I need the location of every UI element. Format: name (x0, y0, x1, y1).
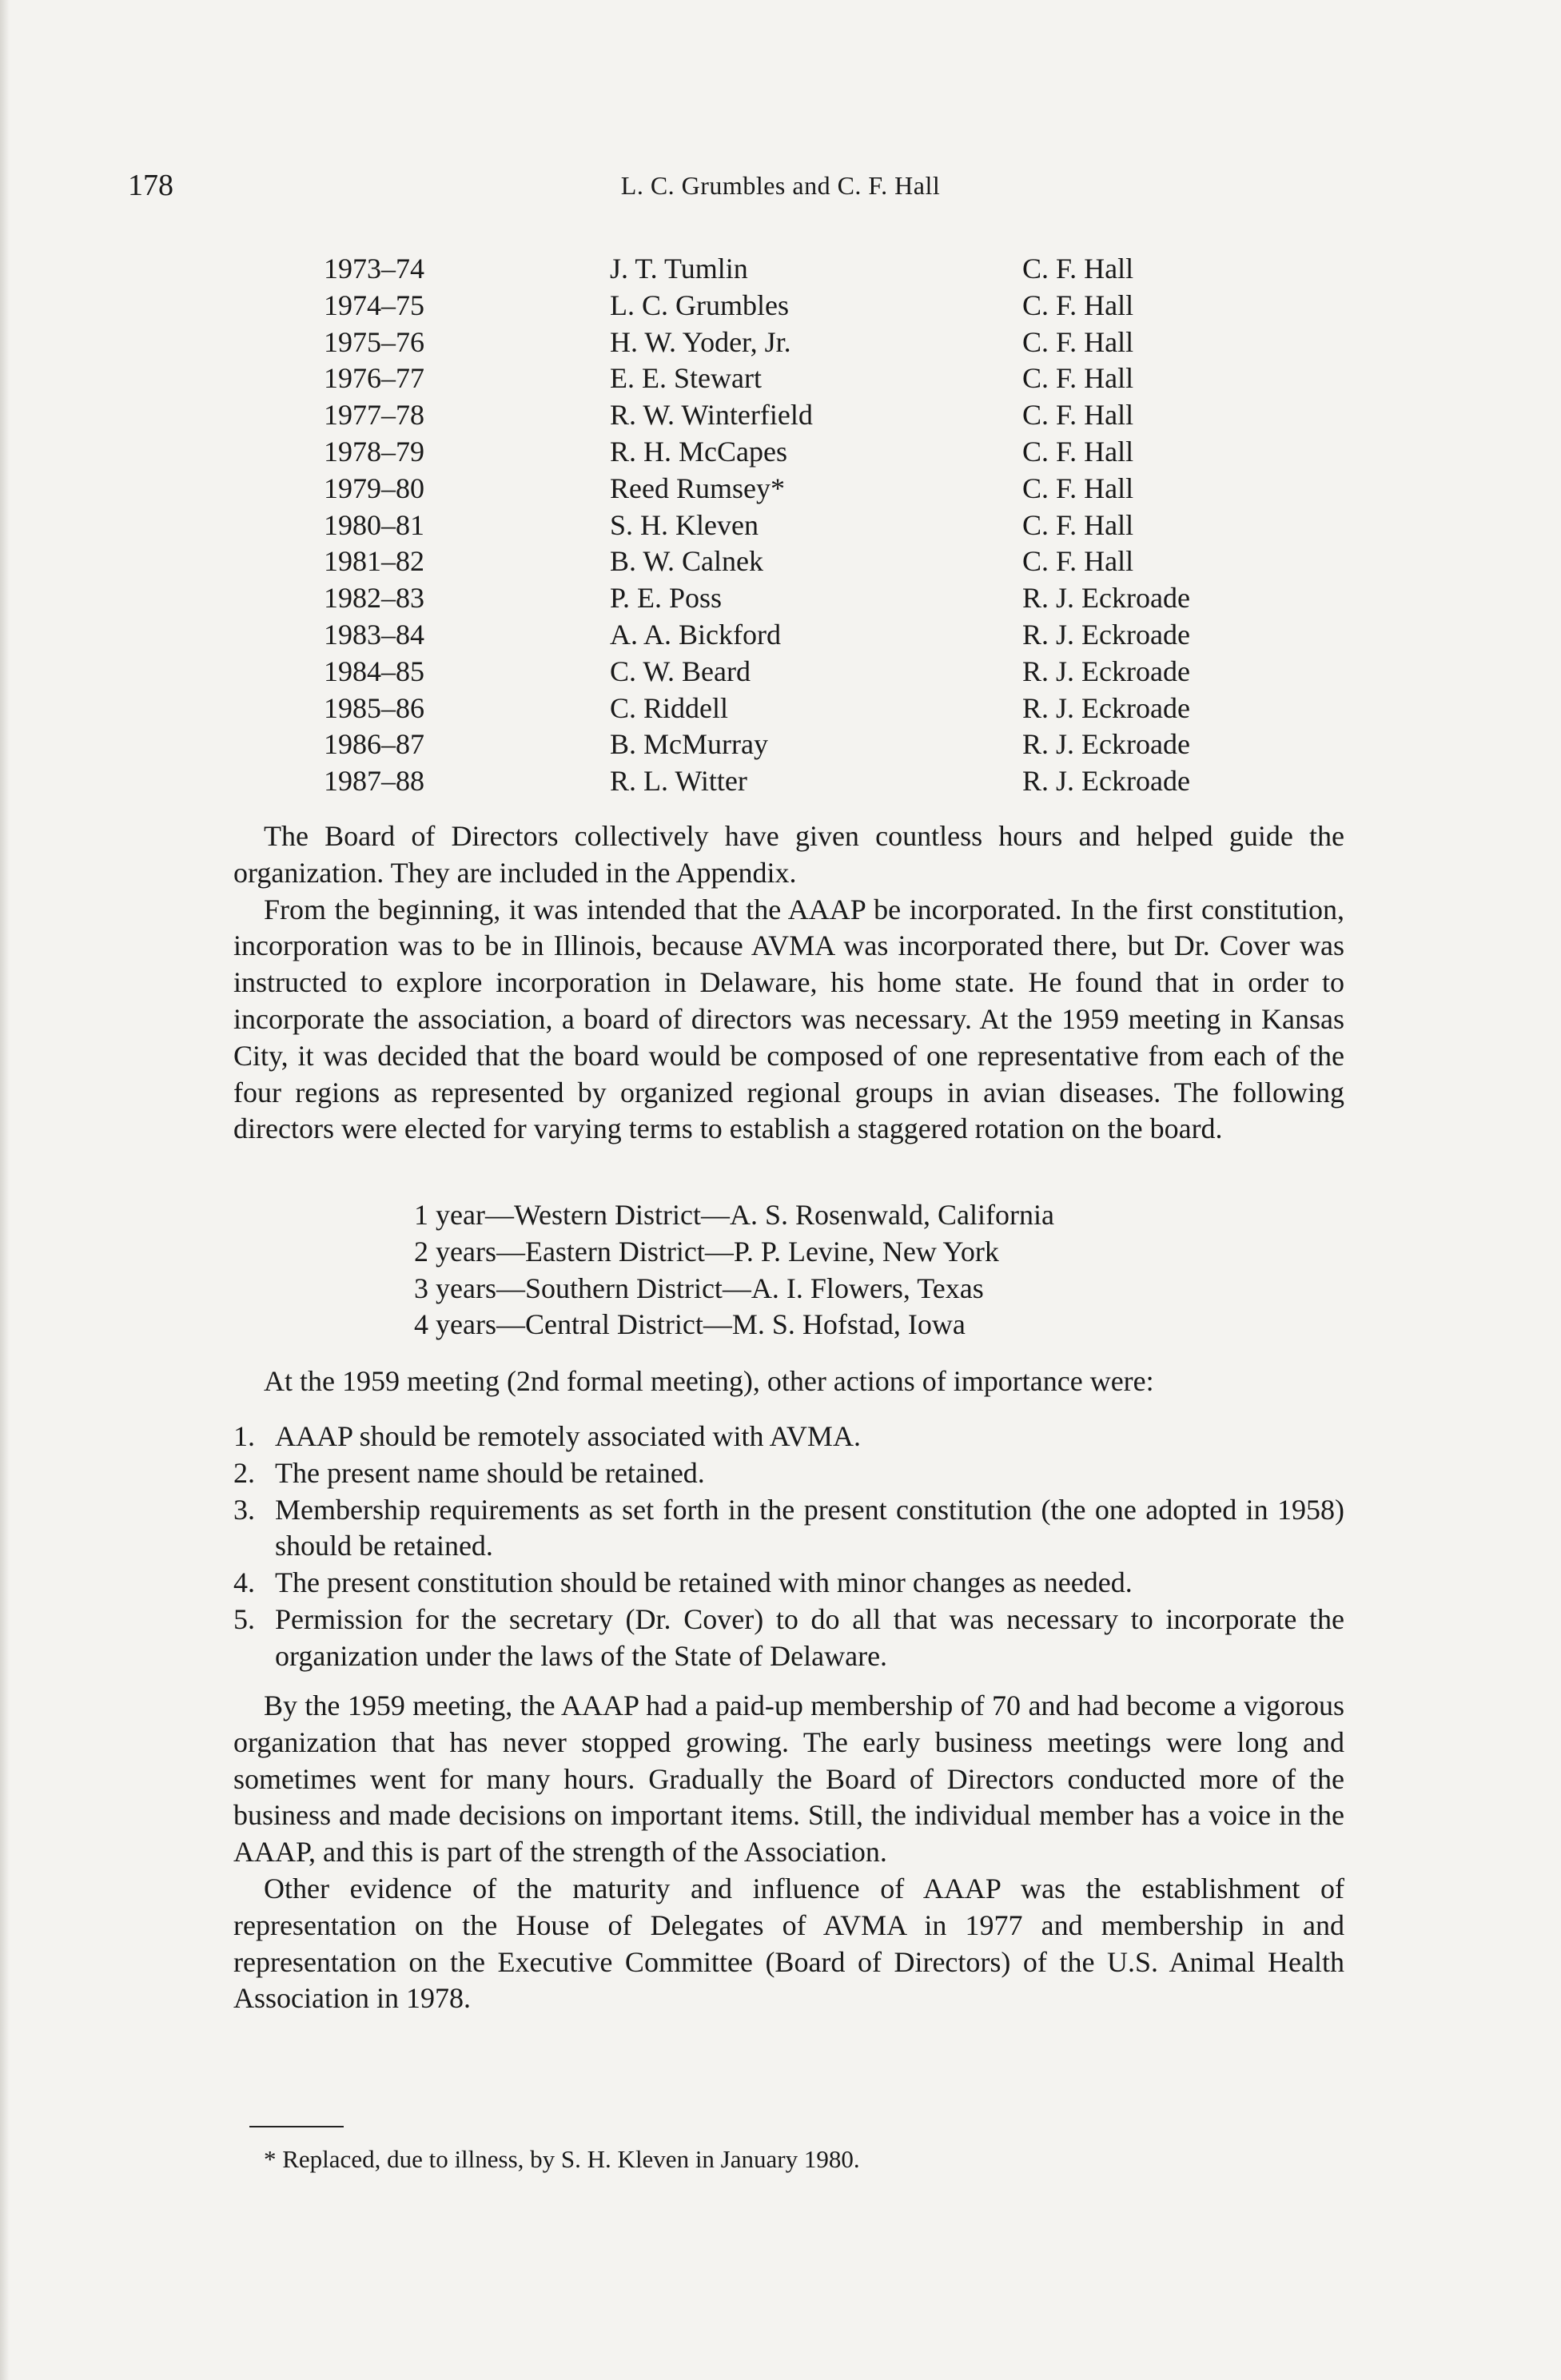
officer-secretary: C. F. Hall (1022, 545, 1134, 578)
officer-secretary: R. J. Eckroade (1022, 618, 1190, 651)
officer-secretary: R. J. Eckroade (1022, 655, 1190, 687)
officer-president: J. T. Tumlin (610, 253, 748, 285)
officer-row (324, 726, 1283, 763)
officer-year: 1977–78 (324, 399, 424, 432)
officer-row (324, 397, 1283, 434)
officer-president: B. McMurray (610, 728, 768, 761)
officer-secretary: R. J. Eckroade (1022, 691, 1190, 724)
director-term: 1 year—Western District—A. S. Rosenwald, California (414, 1199, 1054, 1231)
officer-row (324, 324, 1283, 361)
officer-year: 1981–82 (324, 545, 424, 578)
officer-row (324, 251, 1283, 288)
officer-president: C. Riddell (610, 691, 729, 724)
list-item-text: AAAP should be remotely associated with AVMA. (275, 1420, 861, 1452)
body-paragraph: By the 1959 meeting, the AAAP had a paid-up membership of 70 and had become a vigorous organization that has never stopped growing. The early business meetings were long and sometimes went for many hours. Gradually the Board of Directors conducted more of the business and made decisions on important items. Still, the individual member has a voice in the AAAP, and this is part of the strength of the Association. (233, 1689, 1344, 1869)
list-item (233, 1455, 1344, 1492)
director-term: 4 years—Central District—M. S. Hofstad, Iowa (414, 1308, 966, 1341)
list-item (233, 1565, 1344, 1602)
list-item (233, 1492, 1344, 1566)
officer-row (324, 507, 1283, 544)
officer-secretary: R. J. Eckroade (1022, 728, 1190, 761)
officer-president: R. H. McCapes (610, 435, 787, 468)
list-item-number: 4. (233, 1566, 255, 1599)
officer-secretary: C. F. Hall (1022, 435, 1134, 468)
officer-secretary: R. J. Eckroade (1022, 582, 1190, 615)
officer-year: 1975–76 (324, 325, 424, 358)
page-header (128, 168, 1433, 208)
page-edge-shadow (0, 0, 10, 2380)
officer-row (324, 617, 1283, 654)
body-paragraph: From the beginning, it was intended that the AAAP be incorporated. In the first constitution, incorporation was to be in Illinois, because AVMA was incorporated there, but Dr. Cover was instructed to explore incorporation in Delaware, his home state. He found that in order to incorporate the association, a board of directors was necessary. At the 1959 meeting in Kansas City, it was decided that the board would be composed of one representative from each of the four regions as represented by organized regional groups in avian diseases. The following directors were elected for varying terms to establish a staggered rotation on the board. (233, 893, 1344, 1145)
body-paragraph: The Board of Directors collectively have given countless hours and helped guide the organization. They are included in the Appendix. (233, 820, 1344, 889)
running-head: L. C. Grumbles and C. F. Hall (620, 171, 941, 200)
officer-row (324, 471, 1283, 507)
body-section-board (233, 818, 1344, 1148)
list-item-number: 3. (233, 1493, 255, 1526)
officer-row (324, 543, 1283, 580)
list-item-text: The present constitution should be retained with minor changes as needed. (275, 1566, 1133, 1599)
officer-year: 1973–74 (324, 253, 424, 285)
list-item-text: Membership requirements as set forth in the present constitution (the one adopted in 1958) should be retained. (275, 1493, 1344, 1562)
officer-president: C. W. Beard (610, 655, 751, 687)
officer-president: E. E. Stewart (610, 362, 762, 395)
director-term: 3 years—Southern District—A. I. Flowers, Texas (414, 1272, 984, 1304)
director-term: 2 years—Eastern District—P. P. Levine, New York (414, 1235, 999, 1268)
officer-president: P. E. Poss (610, 582, 723, 615)
officer-president: H. W. Yoder, Jr. (610, 325, 791, 358)
list-item-number: 5. (233, 1602, 255, 1635)
officer-year: 1986–87 (324, 728, 424, 761)
officer-year: 1982–83 (324, 582, 424, 615)
footnote: * Replaced, due to illness, by S. H. Kleven in January 1980. (264, 2145, 860, 2173)
body-paragraph: Other evidence of the maturity and influence of AAAP was the establishment of representation on the House of Delegates of AVMA in 1977 and membership in and representation on the Executive Committee (Board of Directors) of the U.S. Animal Health Association in 1978. (233, 1872, 1344, 2015)
officer-secretary: C. F. Hall (1022, 399, 1134, 432)
officer-president: R. W. Winterfield (610, 399, 813, 432)
officer-president: Reed Rumsey* (610, 472, 785, 504)
officer-president: S. H. Kleven (610, 508, 759, 541)
officer-president: A. A. Bickford (610, 618, 781, 651)
officer-year: 1980–81 (324, 508, 424, 541)
officer-year: 1978–79 (324, 435, 424, 468)
officer-row (324, 654, 1283, 691)
officer-year: 1983–84 (324, 618, 424, 651)
officer-row (324, 360, 1283, 397)
body-section-growth (233, 1688, 1344, 2017)
officer-row (324, 763, 1283, 800)
officer-row (324, 434, 1283, 471)
officer-year: 1976–77 (324, 362, 424, 395)
list-item (233, 1602, 1344, 1675)
actions-intro: At the 1959 meeting (2nd formal meeting), other actions of importance were: (264, 1365, 1154, 1397)
officer-president: R. L. Witter (610, 765, 747, 798)
list-item-number: 1. (233, 1420, 255, 1452)
officer-year: 1974–75 (324, 289, 424, 321)
officer-secretary: C. F. Hall (1022, 362, 1134, 395)
officer-secretary: C. F. Hall (1022, 325, 1134, 358)
actions-list (233, 1419, 1344, 1675)
officer-secretary: C. F. Hall (1022, 253, 1134, 285)
officer-secretary: C. F. Hall (1022, 508, 1134, 541)
officer-row (324, 691, 1283, 727)
list-item (233, 1419, 1344, 1455)
list-item-number: 2. (233, 1456, 255, 1489)
page-number: 178 (128, 169, 173, 202)
officer-secretary: C. F. Hall (1022, 289, 1134, 321)
officer-year: 1985–86 (324, 691, 424, 724)
list-item-text: Permission for the secretary (Dr. Cover) to do all that was necessary to incorporate the organization under the laws of the State of Delaware. (275, 1602, 1344, 1672)
officer-row (324, 288, 1283, 324)
officer-row (324, 580, 1283, 617)
officer-secretary: R. J. Eckroade (1022, 765, 1190, 798)
officer-year: 1979–80 (324, 472, 424, 504)
officer-year: 1984–85 (324, 655, 424, 687)
director-terms-list (414, 1197, 1054, 1343)
officer-president: L. C. Grumbles (610, 289, 789, 321)
officer-secretary: C. F. Hall (1022, 472, 1134, 504)
list-item-text: The present name should be retained. (275, 1456, 705, 1489)
officer-year: 1987–88 (324, 765, 424, 798)
officers-table (324, 251, 1283, 800)
footnote-divider (249, 2126, 344, 2127)
officer-president: B. W. Calnek (610, 545, 764, 578)
